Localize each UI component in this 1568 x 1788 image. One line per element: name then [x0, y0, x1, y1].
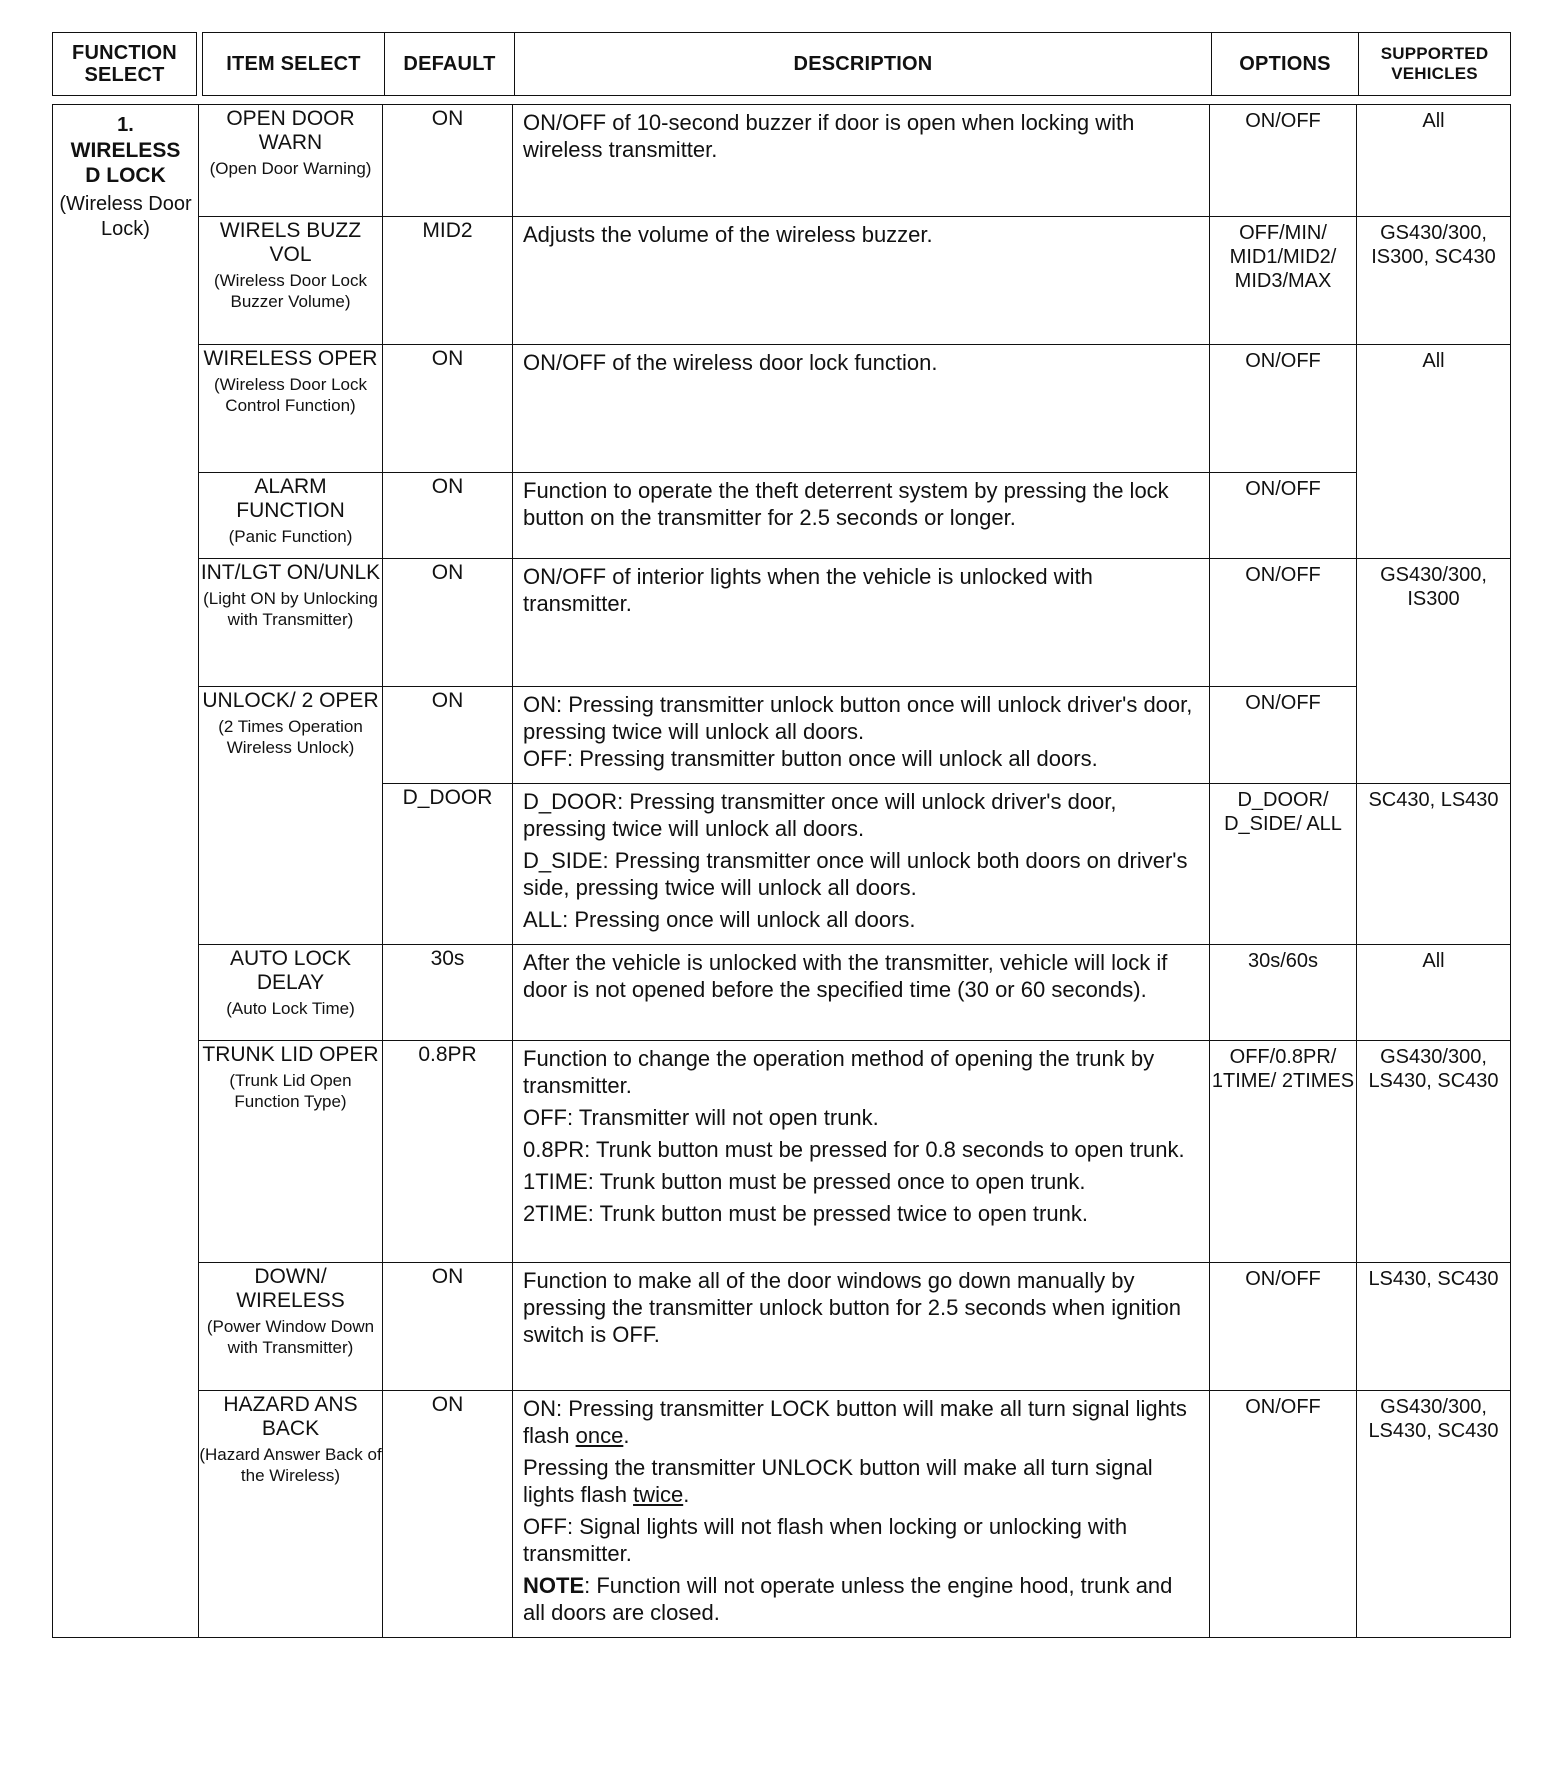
- description-cell: [513, 687, 1210, 784]
- description-text: 1TIME: Trunk button must be pressed once to open trunk.: [523, 1169, 1086, 1194]
- description-cell: [513, 945, 1210, 1041]
- options-cell: 30s/60s: [1210, 945, 1357, 1041]
- item-sublabel: (Open Door Warning): [209, 159, 372, 178]
- description-text: 2TIME: Trunk button must be pressed twice to open trunk.: [523, 1201, 1088, 1226]
- options-cell: ON/OFF: [1210, 1263, 1357, 1391]
- header-table: [52, 32, 1511, 96]
- options-cell: ON/OFF: [1210, 345, 1357, 473]
- item-sublabel: (Auto Lock Time): [226, 999, 355, 1018]
- description-text: ON: Pressing transmitter unlock button once will unlock driver's door, pressing twice will unlock all doors.: [523, 692, 1193, 744]
- item-cell: [199, 473, 383, 559]
- options-cell: ON/OFF: [1210, 105, 1357, 217]
- description-text: 0.8PR: Trunk button must be pressed for 0.8 seconds to open trunk.: [523, 1137, 1185, 1162]
- vehicles-cell: GS430/300, LS430, SC430: [1357, 1041, 1511, 1263]
- header-item-select: ITEM SELECT: [203, 33, 385, 96]
- item-sublabel: (Wireless Door Lock Buzzer Volume): [213, 271, 368, 311]
- table-row: [53, 105, 1511, 217]
- table-row: [53, 217, 1511, 345]
- item-cell: [199, 945, 383, 1041]
- item-cell: [199, 1263, 383, 1391]
- note-text: [523, 1572, 1199, 1626]
- default-cell: ON: [383, 105, 513, 217]
- item-cell: [199, 559, 383, 687]
- vehicles-cell: LS430, SC430: [1357, 1263, 1511, 1391]
- description-text: OFF: Signal lights will not flash when locking or unlocking with transmitter.: [523, 1514, 1128, 1566]
- default-cell: ON: [383, 345, 513, 473]
- function-name-line2: D LOCK: [85, 164, 166, 187]
- item-cell: [199, 687, 383, 945]
- default-cell: D_DOOR: [383, 784, 513, 945]
- default-cell: ON: [383, 687, 513, 784]
- description-cell: [513, 473, 1210, 559]
- item-label: AUTO LOCK DELAY: [230, 947, 351, 994]
- vehicles-cell: All: [1357, 105, 1511, 217]
- item-label: WIRELS BUZZ VOL: [219, 219, 362, 266]
- options-cell: OFF/MIN/ MID1/MID2/ MID3/MAX: [1210, 217, 1357, 345]
- description-fragment: Pressing the transmitter UNLOCK button will make all turn signal lights flash: [523, 1455, 1153, 1507]
- default-cell: 30s: [383, 945, 513, 1041]
- table-row: [53, 345, 1511, 473]
- options-cell: ON/OFF: [1210, 473, 1357, 559]
- table-row: [53, 687, 1511, 784]
- description-text: ON/OFF of interior lights when the vehicle is unlocked with transmitter.: [523, 564, 1093, 616]
- options-cell: ON/OFF: [1210, 687, 1357, 784]
- table-row: [53, 559, 1511, 687]
- item-sublabel: (Wireless Door Lock Control Function): [213, 375, 368, 415]
- vehicles-cell: GS430/300, IS300: [1357, 559, 1511, 784]
- description-text: D_SIDE: Pressing transmitter once will unlock both doors on driver's side, pressing twice will unlock all doors.: [523, 848, 1188, 900]
- description-text: ON/OFF of the wireless door lock function.: [523, 350, 938, 375]
- description-fragment: ON: Pressing transmitter LOCK button will make all turn signal lights flash: [523, 1396, 1187, 1448]
- description-text: Function to operate the theft deterrent system by pressing the lock button on the transmitter for 2.5 seconds or longer.: [523, 478, 1169, 530]
- description-text: [523, 1454, 1199, 1508]
- options-cell: D_DOOR/ D_SIDE/ ALL: [1210, 784, 1357, 945]
- emphasis-twice: twice: [633, 1482, 684, 1507]
- description-text: Adjusts the volume of the wireless buzzer.: [523, 222, 933, 247]
- item-cell: [199, 345, 383, 473]
- function-cell: [53, 105, 199, 1638]
- emphasis-once: once: [575, 1423, 624, 1448]
- description-text: ALL: Pressing once will unlock all doors.: [523, 907, 916, 932]
- description-text: [523, 1395, 1199, 1449]
- vehicles-cell: SC430, LS430: [1357, 784, 1511, 945]
- description-cell: [513, 1263, 1210, 1391]
- options-cell: OFF/0.8PR/ 1TIME/ 2TIMES: [1210, 1041, 1357, 1263]
- vehicles-cell: GS430/300, LS430, SC430: [1357, 1391, 1511, 1638]
- vehicles-cell: All: [1357, 345, 1511, 559]
- function-subtitle: (Wireless Door Lock): [59, 193, 192, 240]
- default-cell: MID2: [383, 217, 513, 345]
- item-sublabel: (2 Times Operation Wireless Unlock): [218, 717, 363, 757]
- item-sublabel: (Power Window Down with Transmitter): [206, 1317, 375, 1357]
- table-row: [53, 473, 1511, 559]
- description-cell: [513, 1041, 1210, 1263]
- description-text: After the vehicle is unlocked with the transmitter, vehicle will lock if door is not opened before the specified time (30 or 60 seconds).: [523, 950, 1168, 1002]
- item-label: TRUNK LID OPER: [202, 1043, 379, 1066]
- description-text: Function to change the operation method of opening the trunk by transmitter.: [523, 1046, 1155, 1098]
- header-default: DEFAULT: [385, 33, 515, 96]
- item-sublabel: (Panic Function): [228, 527, 353, 546]
- note-label: NOTE: [523, 1573, 585, 1598]
- default-cell: 0.8PR: [383, 1041, 513, 1263]
- item-sublabel: (Hazard Answer Back of the Wireless): [199, 1445, 382, 1485]
- item-label: INT/LGT ON/UNLK: [200, 561, 381, 584]
- settings-table: [52, 104, 1511, 1638]
- default-cell: ON: [383, 473, 513, 559]
- table-row: [53, 1263, 1511, 1391]
- description-period: .: [683, 1482, 690, 1507]
- description-cell: [513, 217, 1210, 345]
- item-cell: [199, 1041, 383, 1263]
- item-label: OPEN DOOR WARN: [226, 107, 355, 154]
- description-text: Function to make all of the door windows go down manually by pressing the transmitter unlock button for 2.5 seconds when ignition switch is OFF.: [523, 1268, 1181, 1347]
- item-cell: [199, 105, 383, 217]
- item-label: WIRELESS OPER: [203, 347, 378, 370]
- header-description: DESCRIPTION: [515, 33, 1212, 96]
- description-text: ON/OFF of 10-second buzzer if door is open when locking with wireless transmitter.: [523, 110, 1135, 162]
- description-text: OFF: Pressing transmitter button once will unlock all doors.: [523, 746, 1098, 771]
- item-label: HAZARD ANS BACK: [223, 1393, 358, 1440]
- table-row: [53, 945, 1511, 1041]
- description-cell: [513, 345, 1210, 473]
- item-sublabel: (Trunk Lid Open Function Type): [229, 1071, 352, 1111]
- description-text: OFF: Transmitter will not open trunk.: [523, 1105, 879, 1130]
- header-options: OPTIONS: [1212, 33, 1359, 96]
- default-cell: ON: [383, 1263, 513, 1391]
- description-text: D_DOOR: Pressing transmitter once will unlock driver's door, pressing twice will unlock all doors.: [523, 789, 1117, 841]
- description-cell: [513, 105, 1210, 217]
- item-label: DOWN/ WIRELESS: [236, 1265, 345, 1312]
- item-label: UNLOCK/ 2 OPER: [202, 689, 379, 712]
- options-cell: ON/OFF: [1210, 559, 1357, 687]
- description-cell: [513, 559, 1210, 687]
- description-cell: [513, 1391, 1210, 1638]
- item-sublabel: (Light ON by Unlocking with Transmitter): [203, 589, 378, 629]
- description-period: .: [623, 1423, 630, 1448]
- header-supported-vehicles: SUPPORTED VEHICLES: [1359, 33, 1511, 96]
- note-body: : Function will not operate unless the engine hood, trunk and all doors are closed.: [523, 1573, 1173, 1625]
- table-row: [53, 1391, 1511, 1638]
- header-function-select: FUNCTION SELECT: [53, 33, 197, 96]
- item-cell: [199, 217, 383, 345]
- options-cell: ON/OFF: [1210, 1391, 1357, 1638]
- item-label: ALARM FUNCTION: [236, 475, 345, 522]
- function-number: 1.: [117, 114, 134, 136]
- default-cell: ON: [383, 1391, 513, 1638]
- vehicles-cell: All: [1357, 945, 1511, 1041]
- default-cell: ON: [383, 559, 513, 687]
- vehicles-cell: GS430/300, IS300, SC430: [1357, 217, 1511, 345]
- item-cell: [199, 1391, 383, 1638]
- header-row: [53, 33, 1511, 96]
- description-cell: [513, 784, 1210, 945]
- table-row: [53, 1041, 1511, 1263]
- function-name-line1: WIRELESS: [70, 139, 181, 162]
